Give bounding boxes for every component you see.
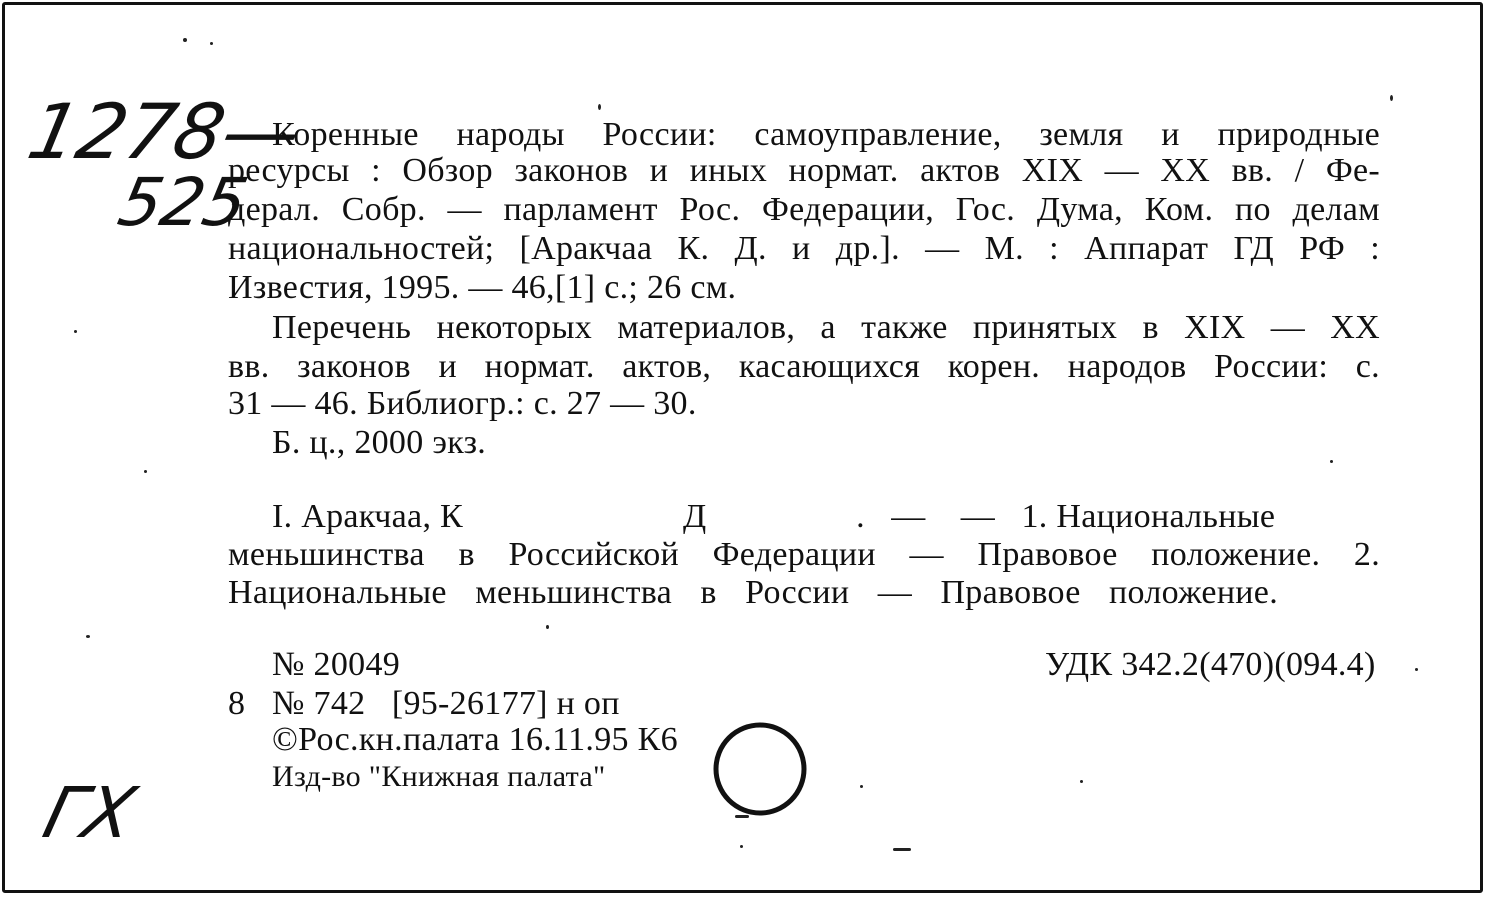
scan-speck xyxy=(735,815,749,818)
tracing-line-3: Национальные меньшинства в России — Правовое положение. xyxy=(228,574,1278,611)
scan-speck xyxy=(86,635,90,638)
scan-speck xyxy=(546,625,549,629)
description-line-5: Известия, 1995. — 46,[1] с.; 26 см. xyxy=(228,269,737,306)
scan-speck xyxy=(1390,95,1393,101)
description-line-1: Коренные народы России: самоуправление, земля и природные xyxy=(272,116,1380,153)
scan-speck xyxy=(183,38,187,42)
order-prefix: 8 xyxy=(228,685,246,722)
tracing-line-1: I. Аракчаа, К Д . — — 1. Национальные xyxy=(272,498,1276,535)
description-line-2: ресурсы : Обзор законов и иных нормат. актов XIX — XX вв. / Фе- xyxy=(228,152,1380,189)
description-line-3: дерал. Собр. — парламент Рос. Федерации, Гос. Дума, Ком. по делам xyxy=(228,191,1380,228)
scan-speck xyxy=(1330,460,1333,463)
udc-code: УДК 342.2(470)(094.4) xyxy=(1045,646,1376,683)
scan-speck xyxy=(1415,668,1418,671)
scan-speck xyxy=(860,785,863,788)
record-number: № 20049 xyxy=(272,646,401,683)
scan-speck xyxy=(74,330,77,333)
note-line-2: вв. законов и нормат. актов, касающихся корен. народов России: с. xyxy=(228,348,1380,385)
handwritten-call-number-bottom: 525 xyxy=(111,164,255,241)
note-line-1: Перечень некоторых материалов, а также принятых в XIX — XX xyxy=(272,309,1380,346)
scan-speck xyxy=(740,845,743,848)
order-line: № 742 [95-26177] н оп xyxy=(272,685,620,722)
price-line: Б. ц., 2000 экз. xyxy=(272,424,487,461)
description-line-4: национальностей; [Аракчаа К. Д. и др.]. — М. : Аппарат ГД РФ : xyxy=(228,230,1380,267)
copyright-line: ©Рос.кн.палата 16.11.95 К6 xyxy=(272,721,678,758)
scan-speck xyxy=(893,848,911,851)
note-line-3: 31 — 46. Библиогр.: с. 27 — 30. xyxy=(228,385,697,422)
tracing-line-2: меньшинства в Российской Федерации — Правовое положение. 2. xyxy=(228,536,1380,573)
handwritten-corner-mark: ГХ xyxy=(35,772,144,854)
scan-speck xyxy=(1080,780,1083,783)
scan-speck xyxy=(598,104,601,110)
handwritten-call-number-top: 1278— xyxy=(20,87,309,176)
scan-speck xyxy=(210,42,213,45)
scan-speck xyxy=(144,470,147,473)
circle-stamp-icon xyxy=(710,720,810,820)
publisher-line: Изд-во "Книжная палата" xyxy=(272,760,606,793)
